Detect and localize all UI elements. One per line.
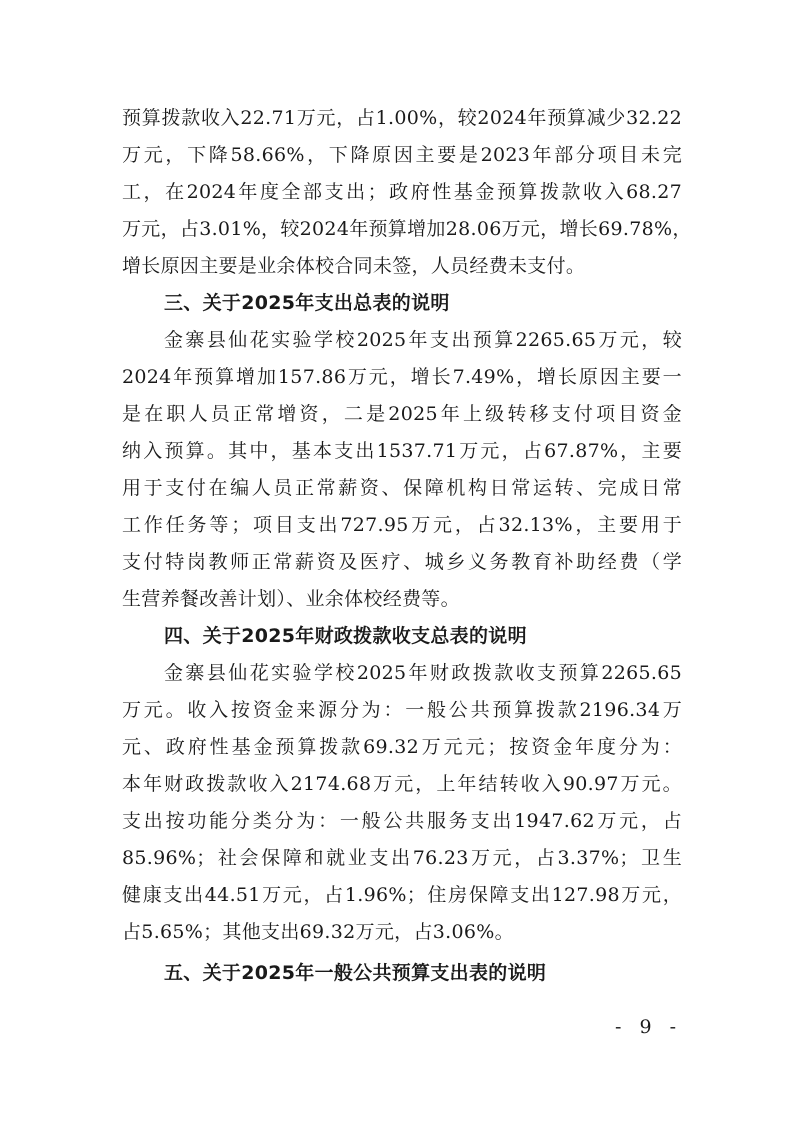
text-line: 万元，下降58.66%，下降原因主要是2023年部分项目未完 bbox=[122, 144, 682, 166]
text-line: 万元。收入按资金来源分为：一般公共预算拨款2196.34万 bbox=[122, 699, 682, 721]
text-line: 金寨县仙花实验学校2025年支出预算2265.65万元，较 bbox=[164, 329, 682, 351]
text-line: 85.96%；社会保障和就业支出76.23万元，占3.37%；卫生 bbox=[122, 847, 682, 869]
text-line: 2024年预算增加157.86万元，增长7.49%，增长原因主要一 bbox=[122, 366, 682, 388]
text-line: 用于支付在编人员正常薪资、保障机构日常运转、完成日常 bbox=[122, 477, 682, 499]
text-line: 支付特岗教师正常薪资及医疗、城乡义务教育补助经费（学 bbox=[122, 551, 682, 573]
text-line: 纳入预算。其中，基本支出1537.71万元，占67.87%，主要 bbox=[122, 440, 682, 462]
text-line: 占5.65%；其他支出69.32万元，占3.06%。 bbox=[122, 921, 514, 943]
body-text bbox=[122, 100, 692, 992]
text-line: 工作任务等；项目支出727.95万元，占32.13%，主要用于 bbox=[122, 514, 682, 536]
section-heading-5: 五、关于2025年一般公共预算支出表的说明 bbox=[164, 962, 547, 984]
text-line: 元、政府性基金预算拨款69.32万元元；按资金年度分为： bbox=[122, 736, 682, 758]
text-line: 是在职人员正常增资，二是2025年上级转移支付项目资金 bbox=[122, 403, 682, 425]
text-line: 健康支出44.51万元，占1.96%；住房保障支出127.98万元， bbox=[122, 884, 682, 906]
text-line: 生营养餐改善计划）、业余体校经费等。 bbox=[122, 588, 460, 610]
text-line: 预算拨款收入22.71万元，占1.00%，较2024年预算减少32.22 bbox=[122, 107, 682, 129]
text-line: 增长原因主要是业余体校合同未签，人员经费未支付。 bbox=[122, 255, 586, 277]
text-line: 支出按功能分类分为：一般公共服务支出1947.62万元，占 bbox=[122, 810, 682, 832]
text-line: 万元，占3.01%，较2024年预算增加28.06万元，增长69.78%， bbox=[122, 218, 692, 240]
section-heading-4: 四、关于2025年财政拨款收支总表的说明 bbox=[164, 625, 527, 647]
section-heading-3: 三、关于2025年支出总表的说明 bbox=[164, 292, 450, 314]
page-number: - 9 - bbox=[614, 1016, 682, 1038]
text-line: 工，在2024年度全部支出；政府性基金预算拨款收入68.27 bbox=[122, 181, 682, 203]
text-line: 金寨县仙花实验学校2025年财政拨款收支预算2265.65 bbox=[164, 662, 682, 684]
text-line: 本年财政拨款收入2174.68万元，上年结转收入90.97万元。 bbox=[122, 773, 682, 795]
